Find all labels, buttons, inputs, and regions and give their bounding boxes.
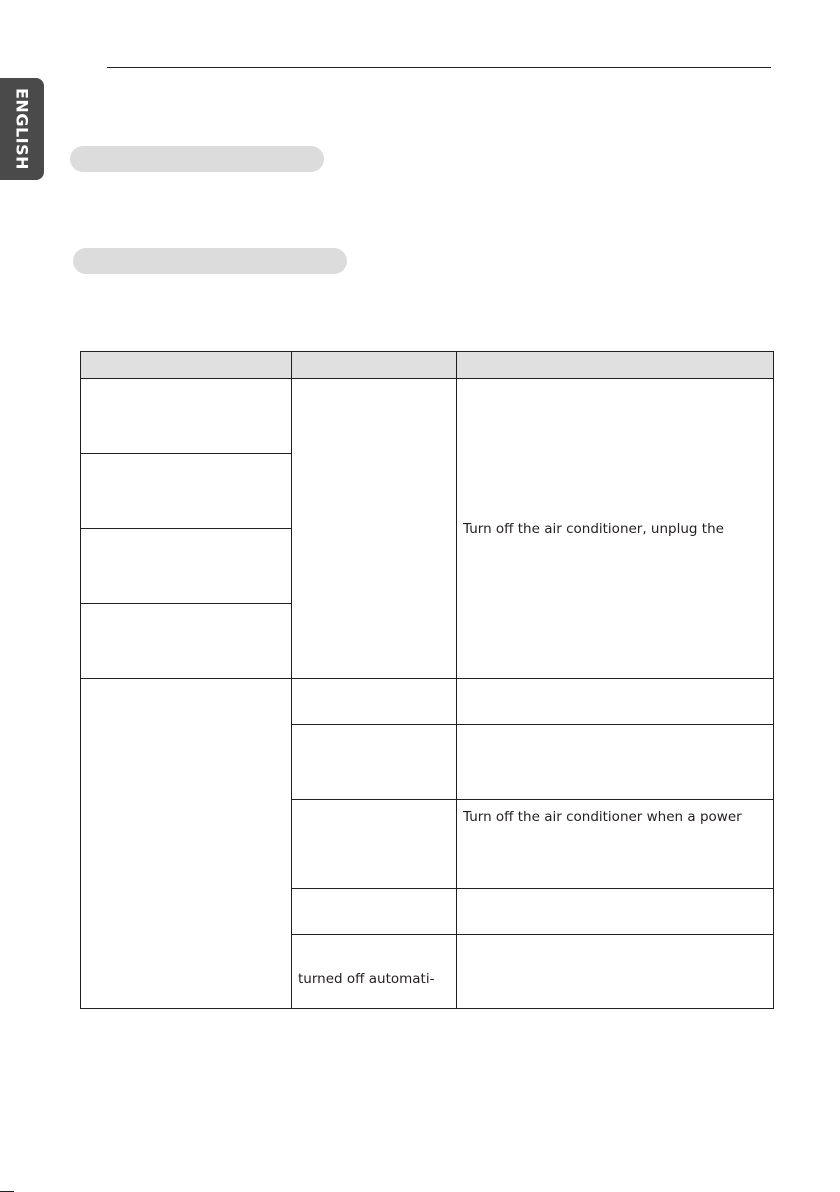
solution-cell-9 (457, 935, 774, 1009)
header-cell-2 (292, 352, 457, 379)
header-cell-3 (457, 352, 774, 379)
cause-cell-9: turned off automati- (292, 935, 457, 1009)
language-tab-label: ENGLISH (12, 87, 32, 171)
header-rule (107, 67, 771, 68)
table-row (81, 679, 774, 725)
header-cell-1 (81, 352, 292, 379)
cause-cell-5 (292, 679, 457, 725)
symptom-cell-5 (81, 679, 292, 1009)
cause-cell-8 (292, 889, 457, 935)
solution-cell-7: Turn off the air conditioner when a power (457, 800, 774, 889)
table-header-row (81, 352, 774, 379)
solution-cell-6 (457, 725, 774, 800)
troubleshooting-table (80, 351, 774, 1009)
symptom-cell-4 (81, 604, 292, 679)
section-heading-pill-2 (73, 248, 347, 274)
cause-cell-shared (292, 379, 457, 679)
cause-cell-7 (292, 800, 457, 889)
symptom-cell-1 (81, 379, 292, 454)
solution-cell-5 (457, 679, 774, 725)
cause-cell-6 (292, 725, 457, 800)
section-heading-pill-1 (70, 146, 324, 172)
language-tab (0, 78, 44, 180)
solution-cell-8 (457, 889, 774, 935)
table-row (81, 379, 774, 454)
symptom-cell-2 (81, 454, 292, 529)
solution-cell-shared: Turn off the air conditioner, unplug the (457, 379, 774, 679)
symptom-cell-3 (81, 529, 292, 604)
